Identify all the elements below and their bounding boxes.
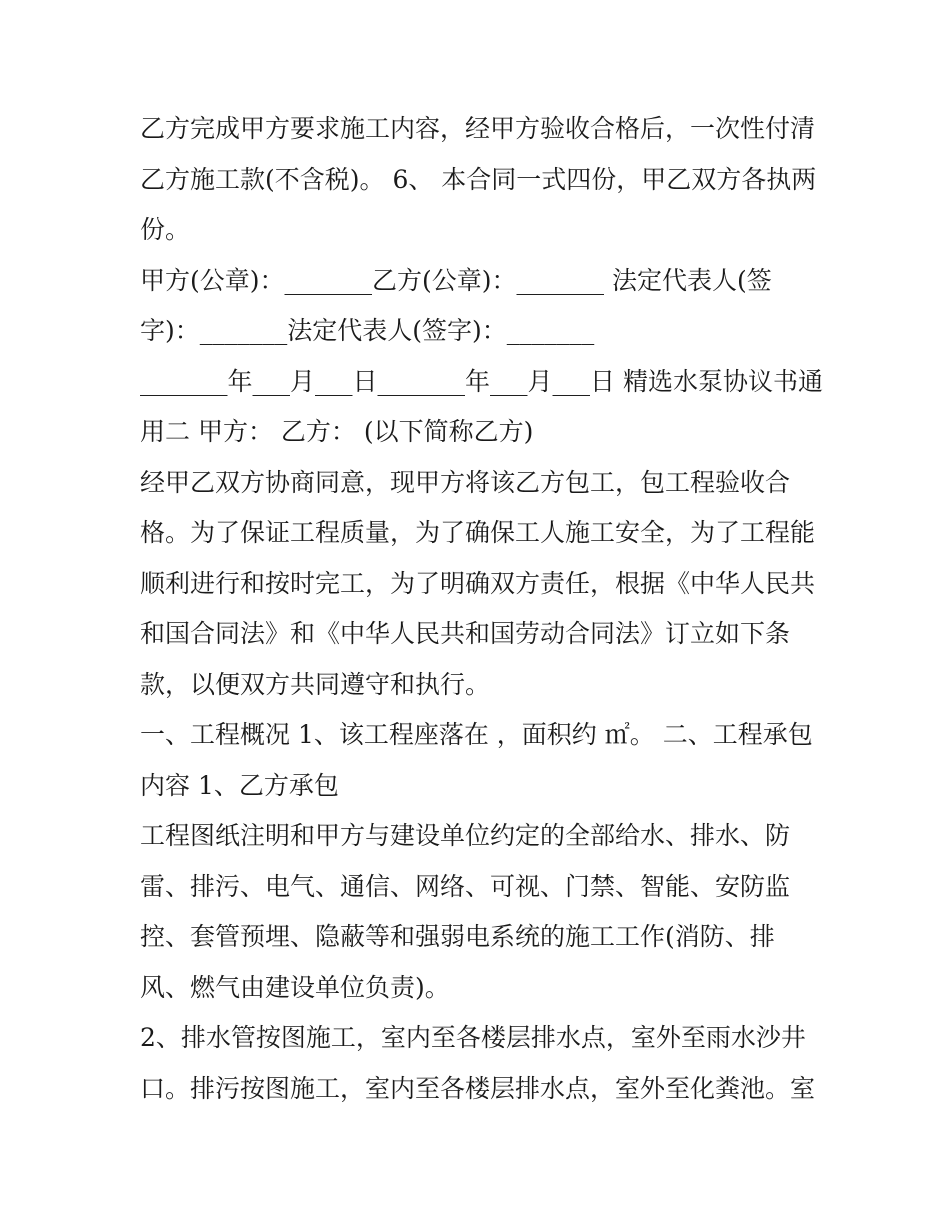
document-line: 格。为了保证工程质量，为了确保工人施工安全，为了工程能 [140, 518, 816, 547]
document-line: 2、排水管按图施工，室内至各楼层排水点，室外至雨水沙井 [140, 1023, 806, 1052]
document-line: 工程图纸注明和甲方与建设单位约定的全部给水、排水、防 [140, 821, 791, 850]
document-line: 内容 1、乙方承包 [140, 770, 339, 800]
document-line: 用二 甲方： 乙方： (以下简称乙方) [140, 417, 534, 446]
document-line: 控、套管预埋、隐蔽等和强弱电系统的施工工作(消防、排 [140, 922, 775, 951]
document-line: 乙方施工款(不含税)。 6、 本合同一式四份，甲乙双方各执两 [140, 164, 817, 194]
document-line: 顺利进行和按时完工，为了明确双方责任，根据《中华人民共 [140, 568, 816, 598]
document-body [140, 104, 823, 1114]
document-line: 字)：_______法定代表人(签字)：_______ [140, 316, 595, 345]
document-line: 甲方(公章)：_______乙方(公章)：_______ 法定代表人(签 [140, 265, 772, 295]
document-line: 雷、排污、电气、通信、网络、可视、门禁、智能、安防监 [140, 871, 791, 901]
document-line: 份。 [140, 215, 191, 244]
document-line: 口。排污按图施工，室内至各楼层排水点，室外至化粪池。室 [140, 1073, 816, 1103]
document-line: 乙方完成甲方要求施工内容，经甲方验收合格后，一次性付清 [140, 114, 816, 143]
document-line: 风、燃气由建设单位负责)。 [140, 972, 450, 1002]
document-line: 经甲乙双方协商同意，现甲方将该乙方包工，包工程验收合 [140, 467, 791, 497]
document-line: 一、工程概况 1、该工程座落在 ，面积约 ㎡。 二、工程承包 [140, 720, 813, 749]
document-line: 和国合同法》和《中华人民共和国劳动合同法》订立如下条 [140, 619, 791, 648]
document-line: 款，以便双方共同遵守和执行。 [140, 669, 491, 699]
document-line: _______年___月___日_______年___月___日 精选水泵协议书通 [140, 366, 823, 396]
